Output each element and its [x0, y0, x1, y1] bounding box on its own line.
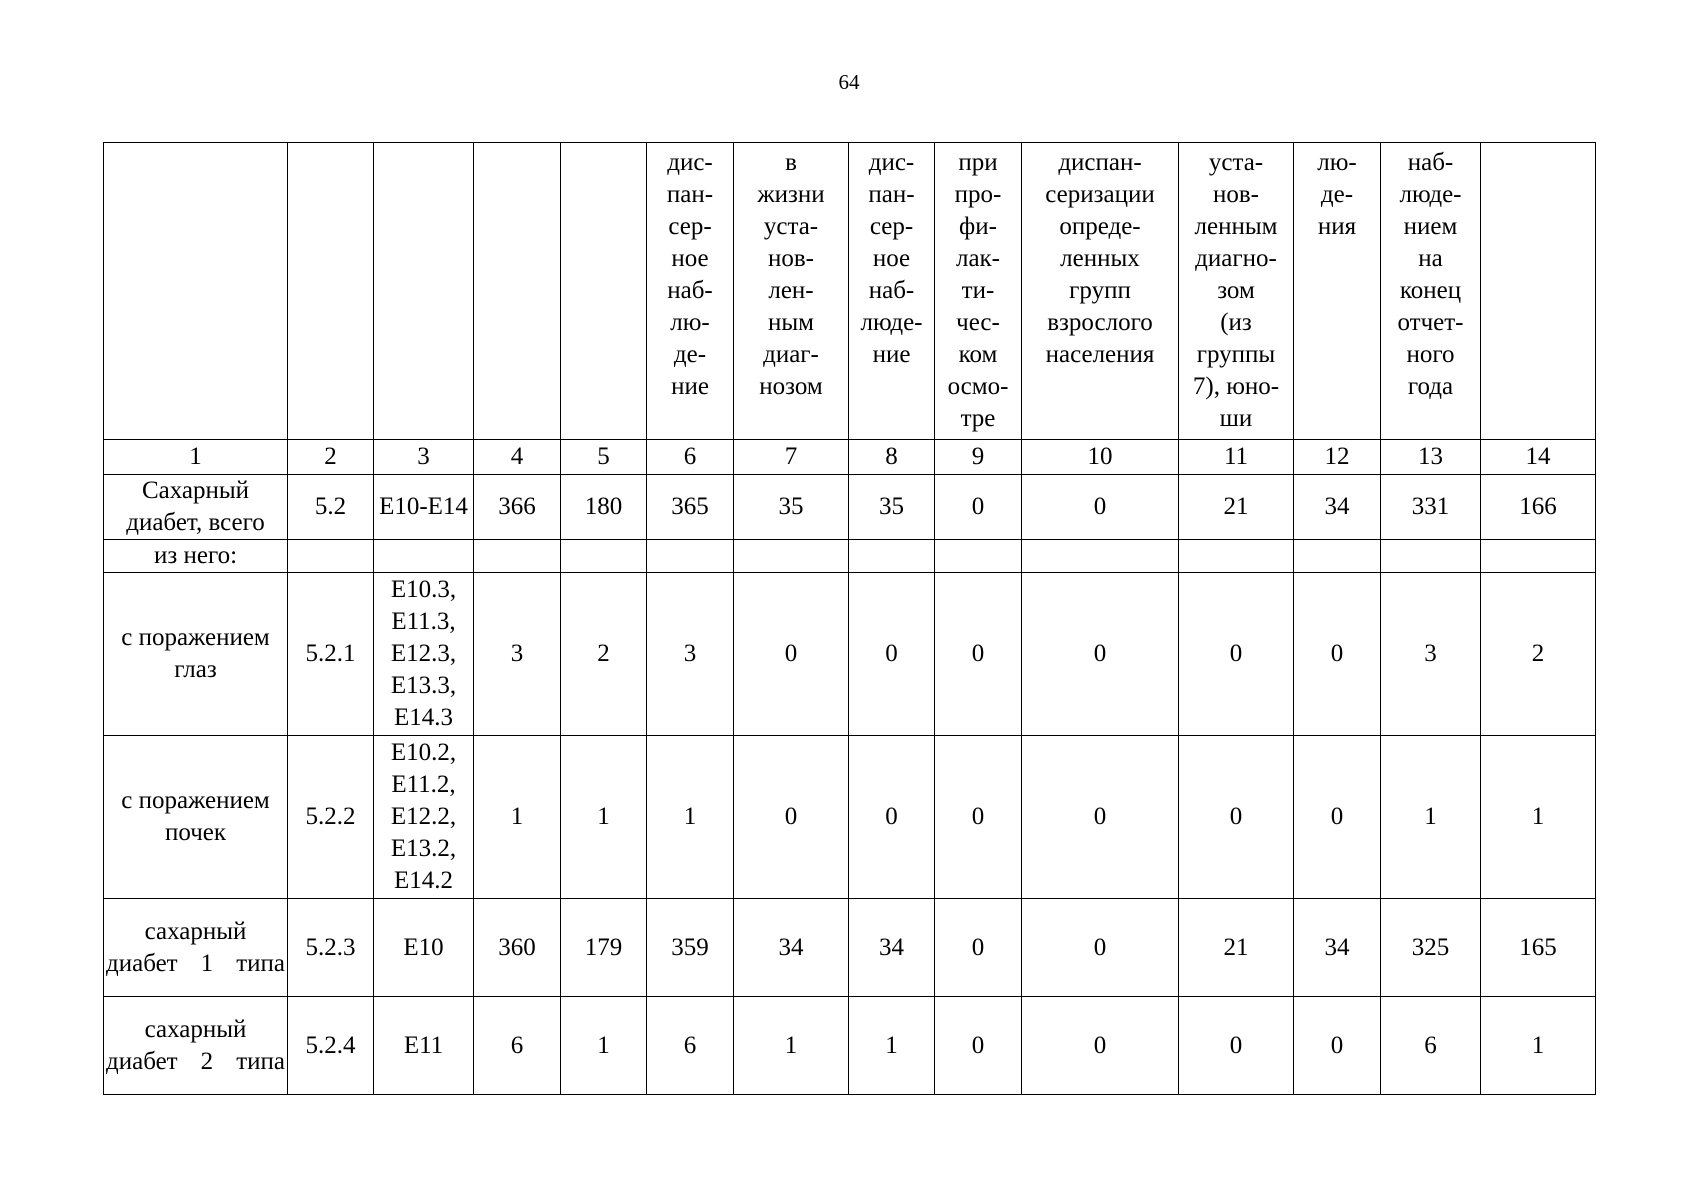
row-value: 0 — [1022, 573, 1179, 736]
empty-cell — [474, 540, 561, 573]
header-cell-10 — [1022, 143, 1179, 440]
row-value: 0 — [849, 573, 935, 736]
row-name: Сахарный диабет, всего — [104, 475, 288, 540]
column-number: 10 — [1022, 440, 1179, 475]
row-value: 0 — [1022, 997, 1179, 1095]
empty-cell — [561, 540, 647, 573]
header-fragment: ное — [872, 245, 911, 272]
column-number: 8 — [849, 440, 935, 475]
row-value: 359 — [647, 899, 734, 997]
row-value: 0 — [1294, 573, 1381, 736]
row-value: 331 — [1381, 475, 1481, 540]
header-fragment: взрослого — [1047, 309, 1153, 336]
table-row — [104, 475, 1596, 540]
column-number: 1 — [104, 440, 288, 475]
row-icd: E10.2, E11.2, E12.2, E13.2, E14.2 — [374, 736, 474, 899]
column-number: 3 — [374, 440, 474, 475]
row-value: 365 — [647, 475, 734, 540]
row-name: с поражением глаз — [104, 573, 288, 736]
header-fragment: наб- — [667, 277, 713, 304]
row-value: 6 — [474, 997, 561, 1095]
row-value: 0 — [935, 899, 1022, 997]
row-code: 5.2.3 — [288, 899, 374, 997]
row-value: 1 — [647, 736, 734, 899]
header-fragment: люде- — [1399, 181, 1462, 208]
row-value: 0 — [935, 736, 1022, 899]
header-fragment: нием — [1403, 213, 1458, 240]
row-value: 165 — [1481, 899, 1596, 997]
header-fragment: ленных — [1060, 245, 1140, 272]
header-cell-12 — [1294, 143, 1381, 440]
header-fragment: конец — [1399, 277, 1462, 304]
empty-cell — [734, 540, 849, 573]
header-fragment: ши — [1219, 405, 1253, 432]
header-fragment: про- — [954, 181, 1002, 208]
row-value: 360 — [474, 899, 561, 997]
row-name: сахарный диабет 2 типа — [104, 997, 288, 1095]
header-fragment: осмо- — [947, 373, 1009, 400]
column-number-row — [104, 440, 1596, 475]
row-value: 34 — [849, 899, 935, 997]
header-cell-4 — [474, 143, 561, 440]
header-cell-11 — [1179, 143, 1294, 440]
header-fragment: зом — [1217, 277, 1255, 304]
row-value: 0 — [935, 475, 1022, 540]
header-cell-9 — [935, 143, 1022, 440]
row-value: 35 — [734, 475, 849, 540]
header-fragment: люде- — [860, 309, 923, 336]
row-value: 366 — [474, 475, 561, 540]
header-fragment: уста- — [1208, 149, 1264, 176]
header-fragment: сер- — [668, 213, 712, 240]
header-fragment: дис- — [868, 149, 915, 176]
header-fragment: ние — [872, 341, 911, 368]
header-fragment: ния — [1317, 213, 1357, 240]
row-value: 0 — [1294, 736, 1381, 899]
column-number: 9 — [935, 440, 1022, 475]
row-value: 0 — [734, 736, 849, 899]
row-value: 179 — [561, 899, 647, 997]
row-value: 0 — [1022, 736, 1179, 899]
header-fragment: лак- — [955, 245, 1001, 272]
row-name: из него: — [104, 540, 288, 573]
header-fragment: жизни — [757, 181, 825, 208]
row-code: 5.2.1 — [288, 573, 374, 736]
header-cell-1 — [104, 143, 288, 440]
table-row — [104, 997, 1596, 1095]
column-number: 13 — [1381, 440, 1481, 475]
header-cell-5 — [561, 143, 647, 440]
row-icd: E10 — [374, 899, 474, 997]
header-fragment: на — [1418, 245, 1443, 272]
header-fragment: группы — [1196, 341, 1276, 368]
row-value: 325 — [1381, 899, 1481, 997]
header-fragment: ти- — [961, 277, 995, 304]
header-cell-2 — [288, 143, 374, 440]
header-fragment: в — [785, 149, 797, 176]
row-value: 0 — [1179, 736, 1294, 899]
header-fragment: наб- — [868, 277, 915, 304]
row-code: 5.2 — [288, 475, 374, 540]
row-value: 0 — [1022, 899, 1179, 997]
row-icd: E10-E14 — [374, 475, 474, 540]
empty-cell — [1381, 540, 1481, 573]
row-value: 1 — [1481, 736, 1596, 899]
header-cell-6 — [647, 143, 734, 440]
header-fragment: ное — [671, 245, 709, 272]
header-fragment: диагно- — [1195, 245, 1277, 272]
row-value: 21 — [1179, 899, 1294, 997]
header-fragment: отчет- — [1397, 309, 1464, 336]
row-value: 1 — [734, 997, 849, 1095]
row-value: 1 — [474, 736, 561, 899]
row-value: 34 — [1294, 899, 1381, 997]
header-fragment: диспан- — [1058, 149, 1142, 176]
empty-cell — [849, 540, 935, 573]
row-code: 5.2.2 — [288, 736, 374, 899]
row-value: 0 — [734, 573, 849, 736]
column-number: 4 — [474, 440, 561, 475]
row-code: 5.2.4 — [288, 997, 374, 1095]
header-fragment: ного — [1406, 341, 1455, 368]
header-fragment: лю- — [1317, 149, 1357, 176]
row-value: 0 — [1022, 475, 1179, 540]
row-name: с поражением почек — [104, 736, 288, 899]
table-row — [104, 899, 1596, 997]
column-number: 5 — [561, 440, 647, 475]
header-fragment: лен- — [768, 277, 814, 304]
header-cell-7 — [734, 143, 849, 440]
header-fragment: групп — [1069, 277, 1131, 304]
column-number: 12 — [1294, 440, 1381, 475]
row-value: 0 — [935, 573, 1022, 736]
header-fragment: сер- — [869, 213, 914, 240]
header-fragment: пан- — [666, 181, 714, 208]
row-value: 1 — [561, 736, 647, 899]
empty-cell — [935, 540, 1022, 573]
row-value: 3 — [474, 573, 561, 736]
header-fragment: уста- — [763, 213, 819, 240]
header-fragment: при — [958, 149, 998, 176]
row-value: 0 — [849, 736, 935, 899]
header-fragment: опреде- — [1059, 213, 1141, 240]
header-fragment: нозом — [759, 373, 823, 400]
row-value: 34 — [1294, 475, 1381, 540]
empty-cell — [374, 540, 474, 573]
row-value: 3 — [647, 573, 734, 736]
row-value: 0 — [935, 997, 1022, 1095]
empty-cell — [1294, 540, 1381, 573]
header-fragment: наб- — [1407, 149, 1454, 176]
row-value: 1 — [1381, 736, 1481, 899]
row-value: 1 — [561, 997, 647, 1095]
row-icd: E10.3, E11.3, E12.3, E13.3, E14.3 — [374, 573, 474, 736]
header-fragment: 7), юно- — [1192, 373, 1280, 400]
header-fragment: де- — [673, 341, 707, 368]
row-value: 180 — [561, 475, 647, 540]
row-value: 6 — [647, 997, 734, 1095]
header-fragment: года — [1407, 373, 1454, 400]
row-value: 0 — [1179, 997, 1294, 1095]
row-value: 35 — [849, 475, 935, 540]
header-cell-14 — [1481, 143, 1596, 440]
header-fragment: диаг- — [763, 341, 819, 368]
row-value: 0 — [1179, 573, 1294, 736]
header-fragment: населения — [1045, 341, 1155, 368]
header-fragment: пан- — [868, 181, 915, 208]
table-row — [104, 573, 1596, 736]
empty-cell — [1179, 540, 1294, 573]
row-value: 1 — [1481, 997, 1596, 1095]
row-value: 0 — [1294, 997, 1381, 1095]
header-cell-3 — [374, 143, 474, 440]
row-value: 2 — [1481, 573, 1596, 736]
header-fragment: серизации — [1045, 181, 1155, 208]
row-value: 21 — [1179, 475, 1294, 540]
table-row — [104, 736, 1596, 899]
empty-cell — [1481, 540, 1596, 573]
empty-cell — [647, 540, 734, 573]
header-fragment: ком — [958, 341, 998, 368]
header-fragment: дис- — [667, 149, 713, 176]
header-fragment: ние — [671, 373, 709, 400]
page-number: 64 — [838, 70, 860, 94]
header-cell-8 — [849, 143, 935, 440]
header-cell-13 — [1381, 143, 1481, 440]
header-fragment: де- — [1320, 181, 1354, 208]
row-icd: E11 — [374, 997, 474, 1095]
row-value: 3 — [1381, 573, 1481, 736]
header-fragment: лю- — [670, 309, 710, 336]
header-fragment: чес- — [956, 309, 1000, 336]
header-fragment: нов- — [1212, 181, 1259, 208]
column-number: 6 — [647, 440, 734, 475]
row-value: 2 — [561, 573, 647, 736]
empty-cell — [288, 540, 374, 573]
empty-cell — [1022, 540, 1179, 573]
header-fragment: фи- — [959, 213, 997, 240]
header-fragment: нов- — [767, 245, 814, 272]
column-number: 7 — [734, 440, 849, 475]
column-number: 11 — [1179, 440, 1294, 475]
column-number: 2 — [288, 440, 374, 475]
header-fragment: (из — [1220, 309, 1252, 336]
header-fragment: тре — [960, 405, 996, 432]
header-row — [104, 143, 1596, 440]
row-value: 166 — [1481, 475, 1596, 540]
row-value: 6 — [1381, 997, 1481, 1095]
column-number: 14 — [1481, 440, 1596, 475]
row-name: сахарный диабет 1 типа — [104, 899, 288, 997]
header-fragment: ленным — [1194, 213, 1278, 240]
row-value: 1 — [849, 997, 935, 1095]
table-row — [104, 540, 1596, 573]
header-fragment: ным — [768, 309, 814, 336]
diabetes-statistics-table — [103, 142, 1596, 1095]
row-value: 34 — [734, 899, 849, 997]
